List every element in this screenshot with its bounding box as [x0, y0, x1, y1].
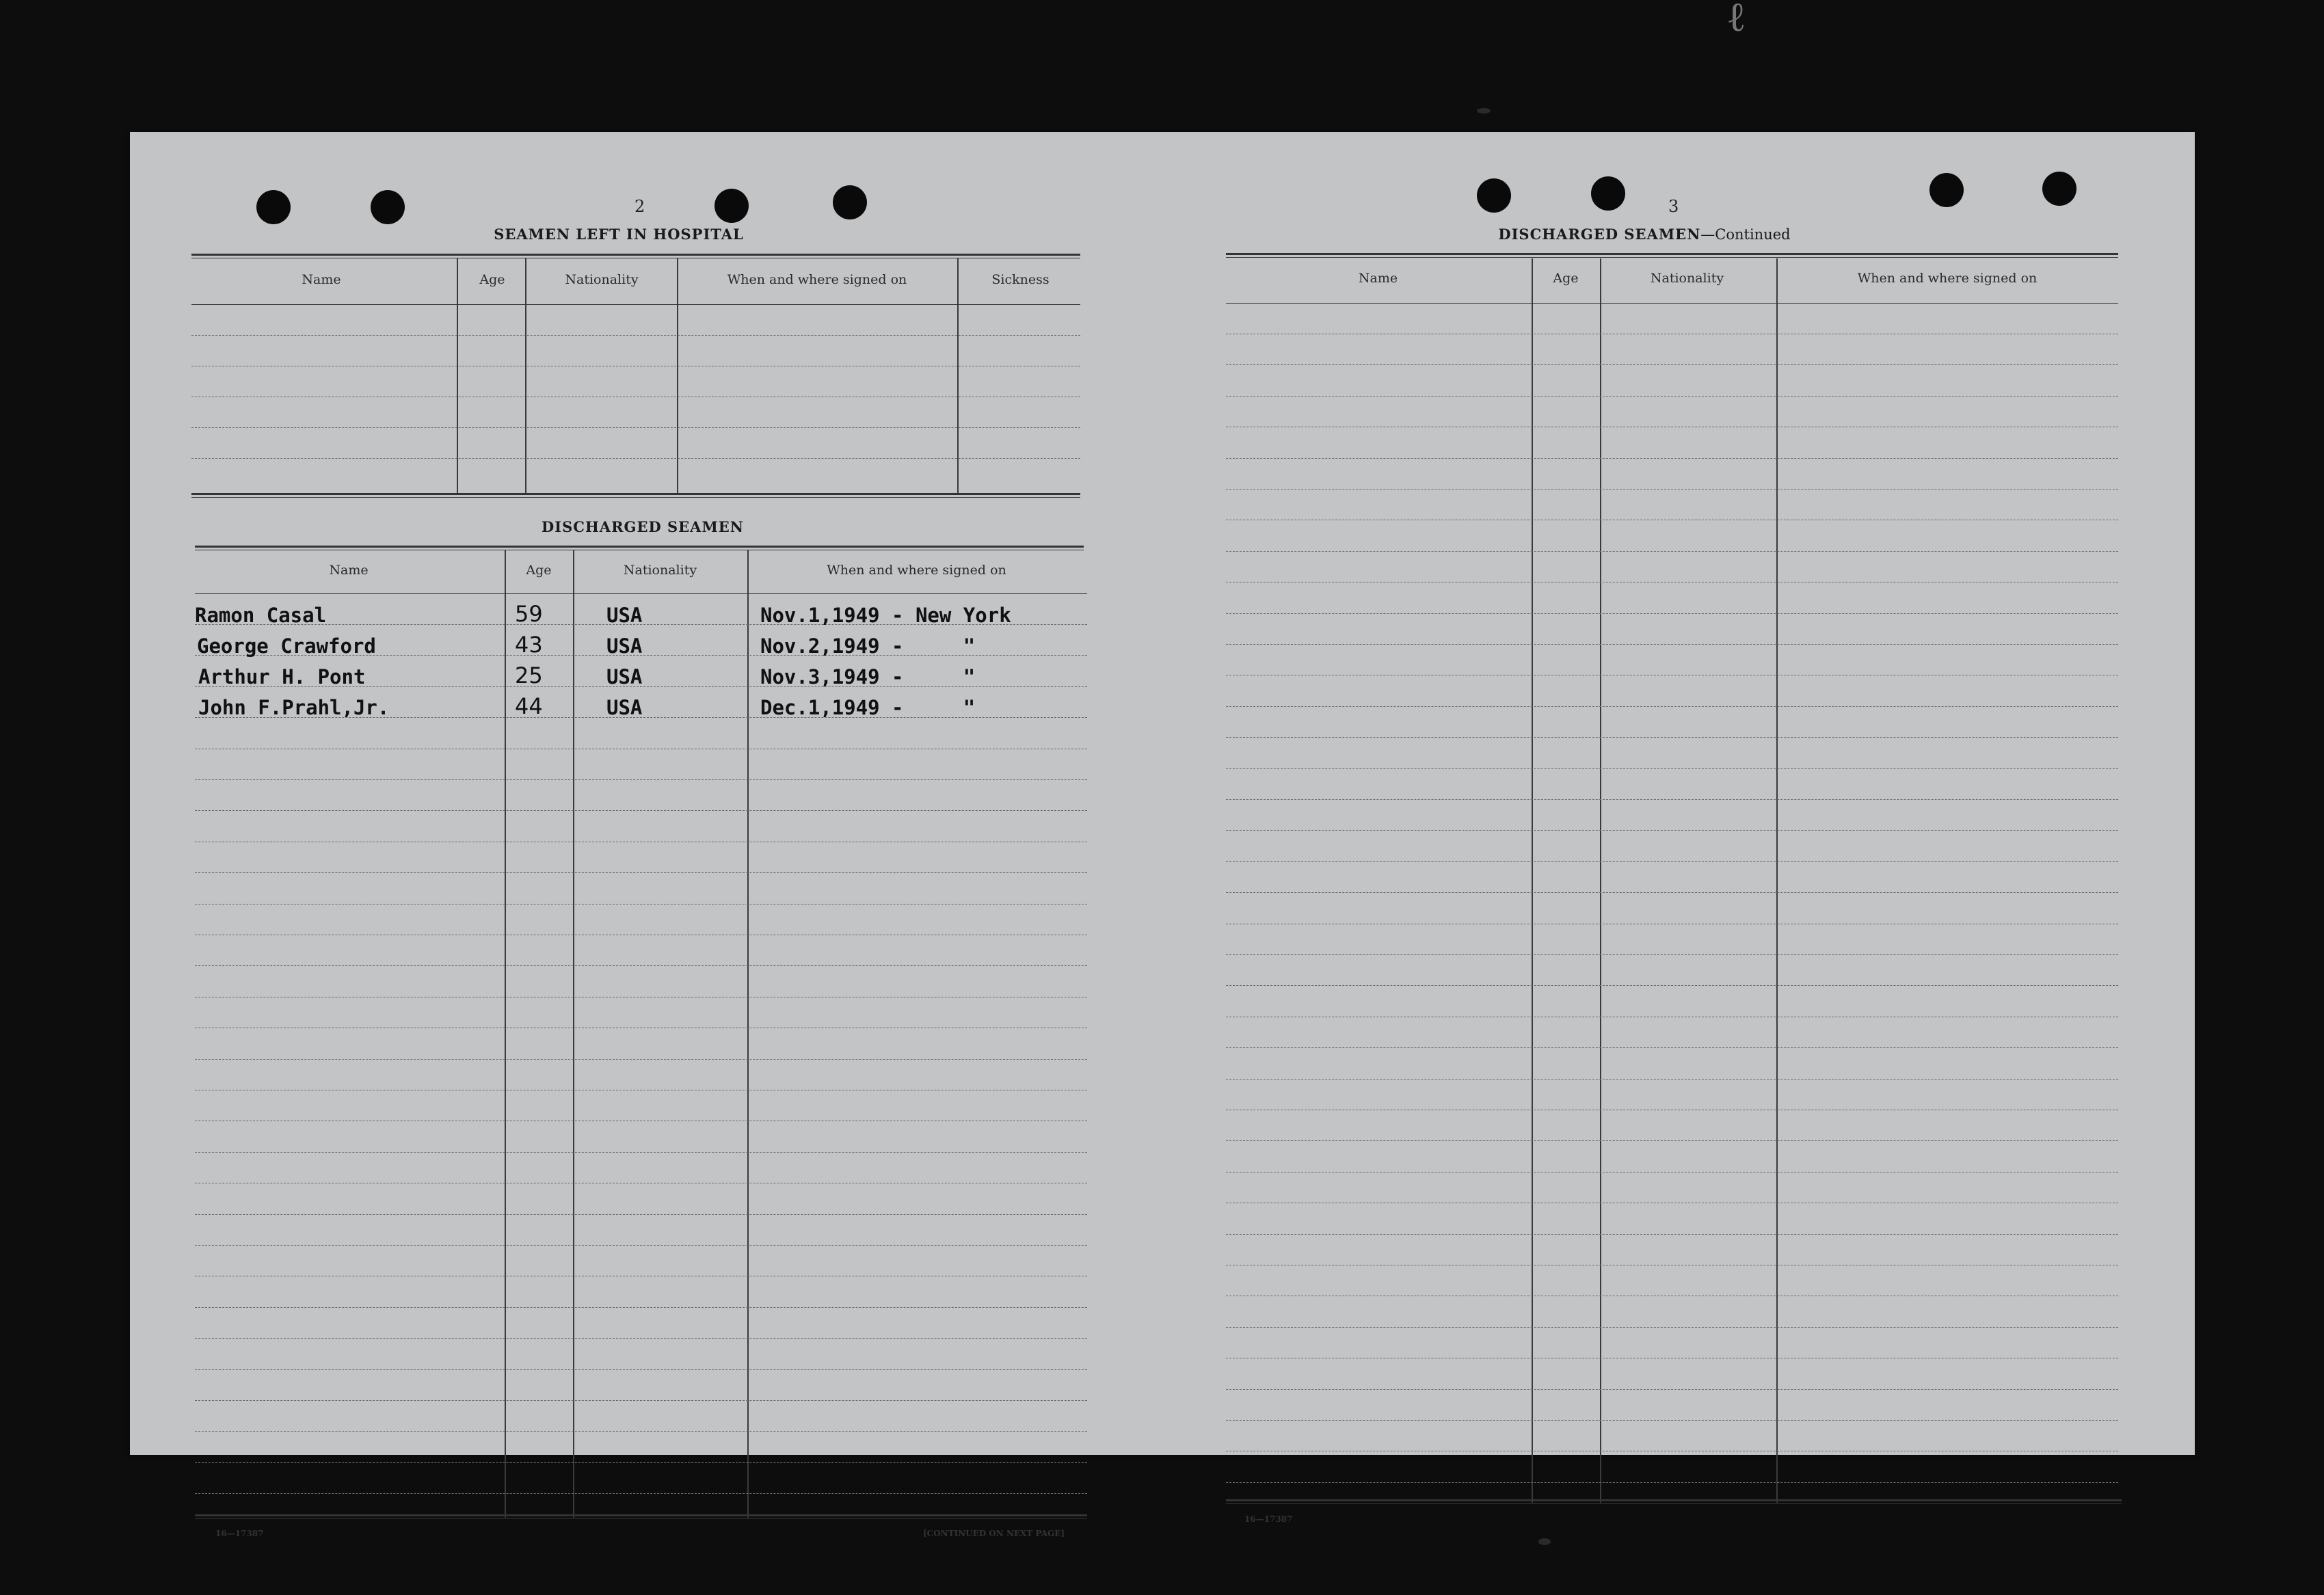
- ruled-line: [1226, 985, 2118, 986]
- column-header-signed-on: When and where signed on: [727, 272, 907, 287]
- discharged-continued-title: [1456, 226, 1832, 243]
- ruled-line: [195, 779, 1087, 780]
- seaman-signed-on: Nov.3,1949 - ": [760, 665, 976, 688]
- column-header-signed-on: When and where signed on: [827, 563, 1006, 578]
- ruled-line: [195, 1245, 1087, 1246]
- ruled-line: [195, 1214, 1087, 1215]
- ruled-line: [1226, 1140, 2118, 1141]
- page-number: 2: [635, 197, 645, 216]
- double-rule: [191, 254, 1080, 258]
- column-header-age: Age: [1553, 271, 1579, 286]
- ruled-line: [1226, 1234, 2118, 1235]
- punch-hole: [256, 190, 291, 224]
- seaman-nationality: USA: [606, 665, 643, 688]
- scan-speck: [1477, 108, 1491, 113]
- seaman-nationality: USA: [606, 604, 643, 627]
- ruled-line: [1226, 1079, 2118, 1080]
- page-number: 3: [1668, 197, 1679, 216]
- punch-hole: [2042, 172, 2076, 206]
- punch-hole: [371, 190, 405, 224]
- column-divider: [1776, 258, 1778, 1503]
- seaman-signed-on: Nov.1,1949 - New York: [760, 604, 1011, 627]
- column-header-name: Name: [329, 563, 369, 578]
- ruled-line: [1226, 613, 2118, 614]
- ruled-line: [191, 427, 1080, 428]
- ruled-line: [1226, 892, 2118, 893]
- column-divider: [957, 258, 959, 494]
- seaman-name: Ramon Casal: [195, 604, 327, 627]
- seaman-age: 25: [515, 662, 543, 688]
- column-header-name: Name: [1358, 271, 1398, 286]
- column-header-nationality: Nationality: [1650, 271, 1724, 286]
- seaman-name: George Crawford: [197, 634, 376, 658]
- header-rule: [1226, 303, 2118, 304]
- ruled-line: [1226, 799, 2118, 800]
- seaman-age: 59: [515, 601, 543, 627]
- scan-speck: [1538, 1538, 1551, 1545]
- ruled-line: [191, 335, 1080, 336]
- ruled-line: [195, 1307, 1087, 1308]
- ruled-line: [1226, 396, 2118, 397]
- hospital-section-title: SEAMEN LEFT IN HOSPITAL: [494, 226, 744, 243]
- ruled-line: [195, 1400, 1087, 1401]
- title-continued: —Continued: [1700, 226, 1791, 243]
- ruled-line: [1226, 768, 2118, 769]
- ruled-line: [1226, 737, 2118, 738]
- column-divider: [1532, 258, 1533, 1503]
- ruled-line: [1226, 489, 2118, 490]
- title-main: DISCHARGED SEAMEN: [1498, 226, 1701, 243]
- ruled-line: [191, 458, 1080, 459]
- column-header-sickness: Sickness: [991, 272, 1050, 287]
- ruled-line: [1226, 364, 2118, 365]
- punch-hole: [714, 189, 749, 223]
- punch-hole: [1477, 178, 1511, 213]
- ruled-line: [195, 872, 1087, 873]
- double-rule: [191, 493, 1080, 498]
- ruled-line: [195, 810, 1087, 811]
- ruled-line: [1226, 706, 2118, 707]
- column-header-nationality: Nationality: [565, 272, 639, 287]
- column-divider: [573, 550, 574, 1518]
- discharged-section-title: DISCHARGED SEAMEN: [542, 518, 744, 535]
- ruled-line: [1226, 644, 2118, 645]
- form-number: 16—17387: [215, 1529, 264, 1538]
- column-divider: [1600, 258, 1601, 1503]
- column-divider: [677, 258, 678, 494]
- ruled-line: [1226, 954, 2118, 955]
- ruled-line: [1226, 458, 2118, 459]
- double-rule: [1226, 253, 2118, 258]
- double-rule: [1226, 1499, 2122, 1504]
- column-divider: [747, 550, 749, 1518]
- column-divider: [525, 258, 526, 494]
- ruled-line: [195, 1152, 1087, 1153]
- ruled-line: [1226, 551, 2118, 552]
- corner-mark: ℓ: [1726, 0, 1746, 41]
- ruled-line: [1226, 1420, 2118, 1421]
- ruled-line: [1226, 1047, 2118, 1048]
- seaman-signed-on: Dec.1,1949 - ": [760, 696, 976, 719]
- ruled-line: [1226, 830, 2118, 831]
- ruled-line: [195, 1338, 1087, 1339]
- ruled-line: [195, 1059, 1087, 1060]
- ruled-line: [195, 965, 1087, 966]
- punch-hole: [1929, 173, 1964, 207]
- ruled-line: [1226, 1482, 2118, 1483]
- ruled-line: [195, 1431, 1087, 1432]
- ruled-line: [195, 1369, 1087, 1370]
- seaman-nationality: USA: [606, 696, 643, 719]
- seaman-signed-on: Nov.2,1949 - ": [760, 634, 976, 658]
- column-header-nationality: Nationality: [623, 563, 697, 578]
- document-sheet: [130, 132, 2195, 1538]
- punch-hole: [1591, 176, 1625, 211]
- seaman-name: John F.Prahl,Jr.: [198, 696, 390, 719]
- double-rule: [195, 1514, 1087, 1519]
- column-header-age: Age: [526, 563, 552, 578]
- ruled-line: [1226, 861, 2118, 862]
- punch-hole: [833, 185, 867, 219]
- double-rule: [195, 546, 1084, 550]
- seaman-name: Arthur H. Pont: [198, 665, 366, 688]
- column-header-age: Age: [479, 272, 505, 287]
- column-header-signed-on: When and where signed on: [1857, 271, 2038, 286]
- column-divider: [505, 550, 506, 1518]
- seaman-age: 43: [515, 632, 543, 658]
- continued-note: [CONTINUED ON NEXT PAGE]: [923, 1529, 1065, 1538]
- seaman-nationality: USA: [606, 634, 643, 658]
- header-rule: [191, 304, 1080, 305]
- column-divider: [457, 258, 458, 494]
- seaman-age: 44: [515, 693, 543, 719]
- header-rule: [195, 593, 1087, 594]
- form-number: 16—17387: [1244, 1514, 1293, 1524]
- ruled-line: [195, 1493, 1087, 1494]
- column-header-name: Name: [302, 272, 341, 287]
- ruled-line: [195, 1462, 1087, 1463]
- ruled-line: [1226, 1327, 2118, 1328]
- ruled-line: [1226, 1389, 2118, 1390]
